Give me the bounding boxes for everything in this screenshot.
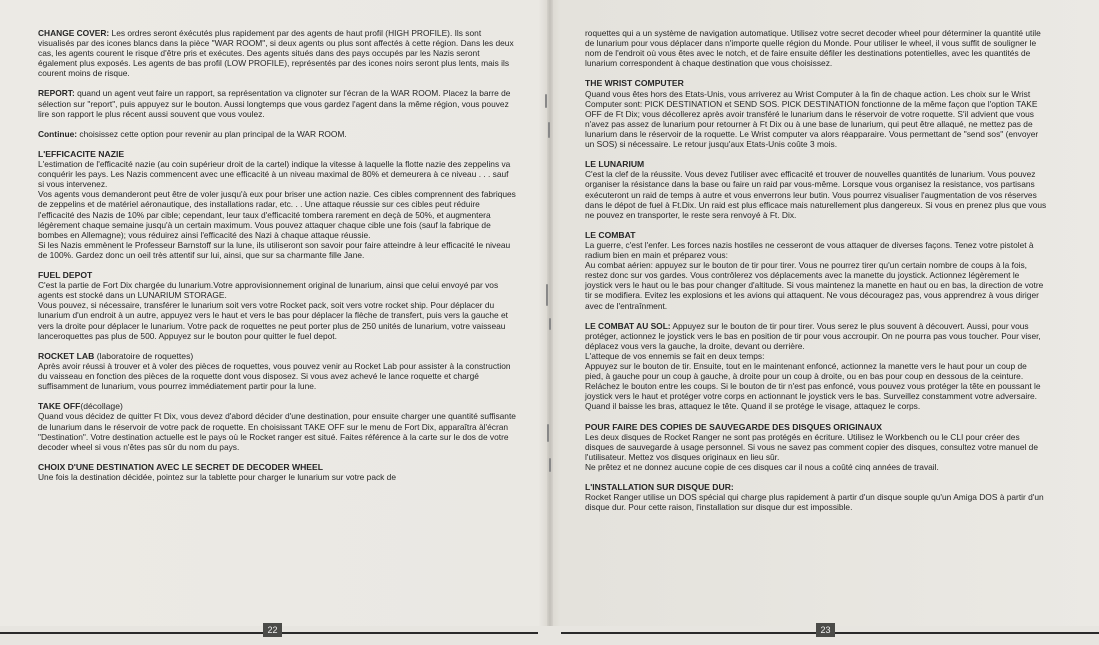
- install-heading: L'INSTALLATION SUR DISQUE DUR:: [585, 482, 734, 493]
- copies-heading: POUR FAIRE DES COPIES DE SAUVEGARDE DES DISQUES ORIGINAUX: [585, 421, 883, 432]
- section-take-off: [38, 401, 516, 452]
- combat-p1: La guerre, c'est l'enfer. Les forces nazis hostiles ne cesseront de vous attaquer de diverses façons. Tenez votre pistolet à radium bien en main et préparez vous:: [585, 240, 1034, 261]
- combat-p2: Au combat aérien: appuyez sur le bouton de tir pour tirer. Vous ne pourrez tirer qu'un certain nombre de coups à la fois, restez donc sur vos gardes. Vous contrôlerez vos déplacements avec la manette du joystick. Actionnez légèrement le joystick vers le haut ou le bas pour changer d'altitude. Si vous maintenez la manette en haut ou en bas, la direction de votre tir se modifiera. Evitez les explosions et les avions qui attaquent. Ne vous découragez pas, vous apprendrez à vous diriger avec de l'entraînment.: [585, 260, 1044, 311]
- take-off-heading: TAKE OFF: [38, 401, 81, 412]
- section-choix-destination: [38, 462, 516, 482]
- copies-p2: Ne prêtez et ne donnez aucune copie de ces disques car il nous a coûté cinq années de travail.: [585, 462, 939, 472]
- combat-sol-p4: Reláchez le bouton entre les coups. Si le bouton de tir n'est pas enfoncé, vous pouvez vous protéger la tête en poussant le joystick vers le haut et protéger votre corps en actionnant le joystick vers le bas. Surveillez constamment votre adversaire. Quand il baisse les bras, attaquez le tête. Quand il se protége le visage, attaquez le corps.: [585, 381, 1041, 412]
- efficacite-p2: Vos agents vous demanderont peut être de voler jusqu'à eux pour briser une action nazie. Ces cibles comprennent des fabriques de zeppelins et de matériel aéronautique, des installations radar, etc. . . Une attaque réussie sur ces cibles peut réduire l'efficacité des Nazis de 10% par cible; cependant, leur taux d'efficacité tombera rarement en deçà de 50%, et augmentera légèrement chaque semaine jusqu'à un certain maximum. Vous pouvez attaquer chaque cible une fois (sauf la fabrique de bombes en Allemagne); vous réduirez ainsi l'efficacité des Nazi à chaque attaque réussie.: [38, 189, 516, 240]
- report-text: quand un agent veut faire un rapport, sa représentation va clignoter sur l'écran de la WAR ROOM. Placez la barre de sélection sur "report", puis appuyez sur le bouton. Aussi longtemps que vous gardez l'agent dans la même région, vous pouvez lire son rapport le plus récent aussi souvent que vous voulez.: [38, 88, 511, 119]
- continuation-text: roquettes qui a un système de navigation automatique. Utilisez votre secret decoder wheel pour déterminer la quantité utile de lunarium pour vous déplacer dans n'importe quelle région du Monde. Pour utiliser le wheel, il vous suffit de souligner le nom de l'endroit où vous êtes avec le notch, et de faire ensuite défiler les destinations potentielles, avec les quantités de lunarium correspondent à chaque destination que vous choisissez.: [585, 28, 1041, 69]
- section-change-cover: [38, 28, 516, 78]
- take-off-text: Quand vous décidez de quitter Ft Dix, vous devez d'abord décider d'une destination, pour ensuite charger une quantité suffisante de lunarium dans le réservoir de votre pack de roquette. En choisissant TAKE OFF sur le menu de Fort Dix, apparaîtra àl'écran "Destination". Votre destination actuelle est le pays où le Rocket ranger est situé. Faites référence à la carte sur le dos de votre decoder wheel si vous n'êtes pas sûr du nom du pays.: [38, 411, 516, 452]
- section-rocket-lab: [38, 351, 516, 391]
- efficacite-p3: Si les Nazis emmènent le Professeur Barnstoff sur la lune, ils utiliseront son savoir pour faire atteindre à leur efficacité le niveau de 100%. Gardez donc un oeil très attentif sur lui, ainsi, que sur sa charmante fille Jane.: [38, 239, 511, 260]
- efficacite-p1: L'estimation de l'efficacité nazie (au coin supérieur droit de la cartel) indique la vitesse à laquelle la flotte nazie des zeppelins va conquérir les pays. Les Nazis commencent avec une efficacité à un niveau maximal de 80% et demeurera à ce niveau . . . sauf si vous intervenez.: [38, 159, 511, 190]
- section-lunarium: [585, 159, 1047, 220]
- section-continue: [38, 129, 516, 139]
- fuel-depot-p2: Vous pouvez, si nécessaire, transférer le lunarium soit vers votre Rocket pack, soit vers votre rocket ship. Pour déplacer du lunarium d'un endroit à un autre, appuyez vers le haut et vers le bas pour déplacer la flèche de transfert, puis vers la gauche et vers la droite pour déplacer le lunarium. Votre pack de roquettes ne peut porter plus de 250 unités de lunarium, votre vaisseau lanceroquettes pas plus de 500. Appuyez sur le bouton pour quitter le fuel depot.: [38, 300, 508, 341]
- combat-sol-p3: Appuyez sur le bouton de tir. Ensuite, tout en le maintenant enfoncé, actionnez la manette vers le haut pour un coup de pied, à gauche pour un coup à gauche, à droite pour un coup à droite, ou en bas pour coup en dessous de la ceinture.: [585, 361, 1027, 382]
- choix-text: Une fois la destination décidée, pointez sur la tablette pour charger le lunarium sur votre pack de: [38, 472, 397, 483]
- continue-text: choisissez cette option pour revenir au plan principal de la WAR ROOM.: [79, 128, 347, 139]
- take-off-subheading: (décollage): [80, 401, 123, 412]
- lunarium-text: C'est la clef de la réussite. Vous devez l'utiliser avec efficacité et trouver de nouvelles quantités de lunarium. Vous pouvez organiser la résistance dans la base ou faire un raid par vous-même. Lorsque vous organisez la resistance, vos partisans exécuteront un raid de temps à autre et vous enverrons leur butin. Vous pourrez visualiser l'augmentation de vos réserves dans le dépot de fuel à Ft.Dix. Un raid est plus efficace mais naturellement plus dangereux. Si vous en prenez plus que vous ne pouvez en transporter, le reste sera renvoyé à Ft. Dix.: [585, 169, 1047, 220]
- copies-p1: Les deux disques de Rocket Ranger ne sont pas protégés en écriture. Utilisez le Workbench ou le CLI pour créer des disques de sauvegarde à usage personnel. Si vous ne savez pas comment copier des disques, consultez votre manuel de l'utilisateur. Mettez vos disques originaux en lieu sûr.: [585, 431, 1038, 462]
- rocket-lab-subheading: (laboratoire de roquettes): [96, 350, 194, 361]
- page-number-right: 23: [816, 623, 835, 637]
- combat-heading: LE COMBAT: [585, 229, 636, 240]
- section-installation: [585, 482, 1047, 512]
- right-page: [585, 28, 1047, 522]
- efficacite-heading: L'EFFICACITE NAZIE: [38, 148, 125, 159]
- margin-mark: [548, 122, 550, 138]
- fuel-depot-heading: FUEL DEPOT: [38, 269, 93, 280]
- section-combat-sol: [585, 321, 1047, 412]
- section-wrist-computer: [585, 78, 1047, 149]
- footer-band: [0, 626, 1099, 645]
- section-report: [38, 88, 516, 118]
- left-page: [38, 28, 516, 492]
- margin-mark: [549, 318, 551, 330]
- install-text: Rocket Ranger utilise un DOS spécial qui charge plus rapidement à partir d'un disque souple qu'un Amiga DOS à partir d'un disque dur. Pour cette raison, l'installation sur disque dur est impossible.: [585, 492, 1044, 513]
- page-number-left: 22: [263, 623, 282, 637]
- margin-mark: [547, 424, 549, 442]
- section-copies: [585, 422, 1047, 473]
- fuel-depot-p1: C'est la partie de Fort Dix chargée du lunarium.Votre approvisionnement original de lunarium, ainsi que celui envoyé par vos agents est stocké dans un LUNARIUM STORAGE.: [38, 280, 499, 301]
- section-fuel-depot: [38, 270, 516, 341]
- change-cover-heading: CHANGE COVER:: [38, 28, 110, 38]
- rocket-lab-text: Après avoir réussi à trouver et à voler des pièces de roquettes, vous pouvez venir au Rocket Lab pour assister à la construction du vaisseau en fonction des pièces de la roquette dont vous disposez. Si vous avez achevé le lance roquette et chargé suffisamment de lunarium, vous pourrez immédiatement partir pour la lune.: [38, 360, 511, 392]
- margin-mark: [546, 284, 548, 306]
- section-combat: [585, 230, 1047, 311]
- choix-heading: CHOIX D'UNE DESTINATION AVEC LE SECRET DE DECODER WHEEL: [38, 461, 324, 472]
- report-heading: REPORT:: [38, 88, 75, 99]
- combat-sol-heading: LE COMBAT AU SOL:: [585, 320, 671, 331]
- wrist-text: Quand vous êtes hors des Etats-Unis, vous arriverez au Wrist Computer à la fin de chaque action. Les choix sur le Wrist Computer sont: PICK DESTINATION et SEND SOS. PICK DESTINATION fonctionne de la même façon que l'option TAKE OFF de Ft Dix; vous décollerez après avoir transféré le lunarium dans le réservoir de votre roquette. S'il advient que vous n'avez pas assez de lunarium pour retourner à Ft Dix ou à une base de lunarium, qui peut être allaqué, ne mettez pas de lunarium dans le réservoir de la roquette. Le Wrist computer va alors réapparaire. Vous permettant de "send sos" (envoyer un SOS) si nécessaire. Le retour jusqu'aux Etats-Unis coûte 3 mois.: [585, 88, 1039, 150]
- combat-sol-p1: Appuyez sur le bouton de tir pour tirer. Vous serez le plus souvent à découvert. Aussi, pour vous protéger, actionnez le joystick vers le bas en position de tir pour vous accroupir. On ne pourra pas vous toucher. Pour viser, déplacez vous vers la gauche, la droite, devant ou derrière.: [585, 320, 1041, 351]
- change-cover-text: Les ordres seront éxécutés plus rapidement par des agents de haut profil (HIGH PROFILE). Ils sont visualisés par des icones blancs dans la pièce "WAR ROOM", si deux agents ou plus sont affectés à cette région. Dans les deux cas, les agents courent le risque d'être pris et exécutes. Des agents situés dans des pays occupés par les Nazis seront également plus exposés. Les agents de bas profil (LOW PROFILE), représentés par des icones noirs seront plus lents, mais ils courent moins de risque.: [38, 28, 514, 79]
- section-continuation: [585, 28, 1047, 68]
- margin-mark: [545, 94, 547, 108]
- combat-sol-p2: L'atteque de vos ennemis se fait en deux temps:: [585, 350, 765, 361]
- section-efficacite-nazie: [38, 149, 516, 260]
- wrist-heading: THE WRIST COMPUTER: [585, 78, 684, 89]
- lunarium-heading: LE LUNARIUM: [585, 159, 645, 170]
- rocket-lab-heading: ROCKET LAB: [38, 350, 95, 361]
- continue-heading: Continue:: [38, 128, 78, 139]
- margin-mark: [549, 458, 551, 472]
